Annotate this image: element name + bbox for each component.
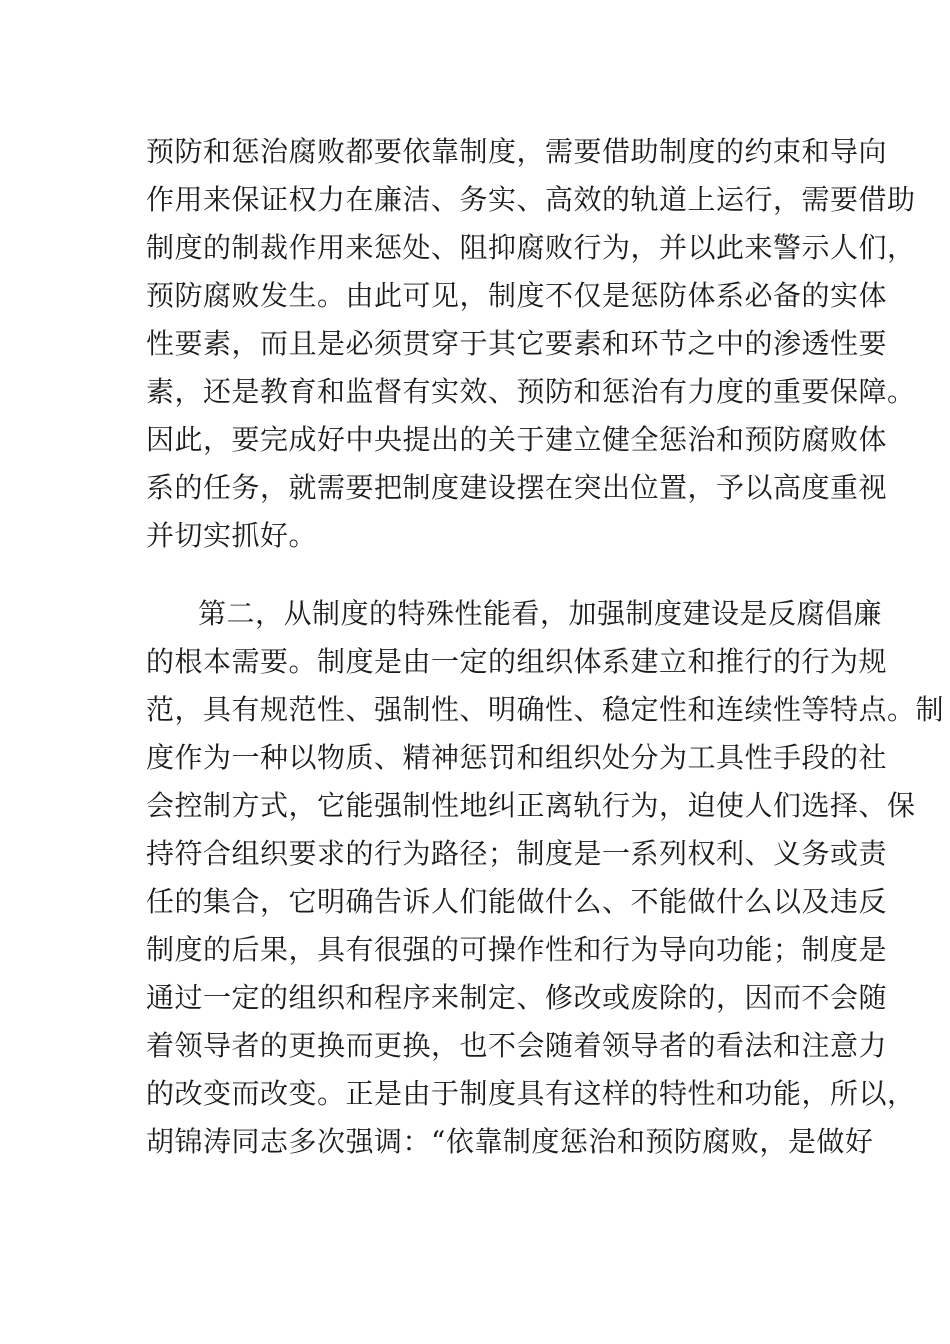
text-line: 第二，从制度的特殊性能看，加强制度建设是反腐倡廉 [198,597,883,630]
paragraph-gap [146,560,806,590]
text-line: 持符合组织要求的行为路径；制度是一系列权利、义务或责 [146,837,888,870]
text-line: 预防和惩治腐败都要依靠制度，需要借助制度的约束和导向 [146,135,888,168]
text-line: 制度的制裁作用来惩处、阻抑腐败行为，并以此来警示人们， [146,231,916,264]
paragraph-2 [146,590,945,1166]
text-line: 预防腐败发生。由此可见，制度不仅是惩防体系必备的实体 [146,279,888,312]
text-line: 通过一定的组织和程序来制定、修改或废除的，因而不会随 [146,981,888,1014]
text-line: 范，具有规范性、强制性、明确性、稳定性和连续性等特点。制 [146,693,945,726]
text-line: 着领导者的更换而更换，也不会随着领导者的看法和注意力 [146,1029,888,1062]
text-line: 度作为一种以物质、精神惩罚和组织处分为工具性手段的社 [146,741,888,774]
text-line: 素，还是教育和监督有实效、预防和惩治有力度的重要保障。 [146,375,916,408]
text-line: 会控制方式，它能强制性地纠正离轨行为，迫使人们选择、保 [146,789,916,822]
text-line: 制度的后果，具有很强的可操作性和行为导向功能；制度是 [146,933,888,966]
text-line: 并切实抓好。 [146,519,318,552]
text-line: 的根本需要。制度是由一定的组织体系建立和推行的行为规 [146,645,888,678]
text-line: 任的集合，它明确告诉人们能做什么、不能做什么以及违反 [146,885,888,918]
text-column [146,128,945,1166]
text-line: 因此，要完成好中央提出的关于建立健全惩治和预防腐败体 [146,423,888,456]
text-line: 作用来保证权力在廉洁、务实、高效的轨道上运行，需要借助 [146,183,916,216]
text-line: 胡锦涛同志多次强调：“依靠制度惩治和预防腐败，是做好 [146,1125,874,1158]
text-line: 性要素，而且是必须贯穿于其它要素和环节之中的渗透性要 [146,327,888,360]
text-line: 的改变而改变。正是由于制度具有这样的特性和功能，所以， [146,1077,916,1110]
text-line: 系的任务，就需要把制度建设摆在突出位置，予以高度重视 [146,471,888,504]
paragraph-1 [146,128,916,560]
